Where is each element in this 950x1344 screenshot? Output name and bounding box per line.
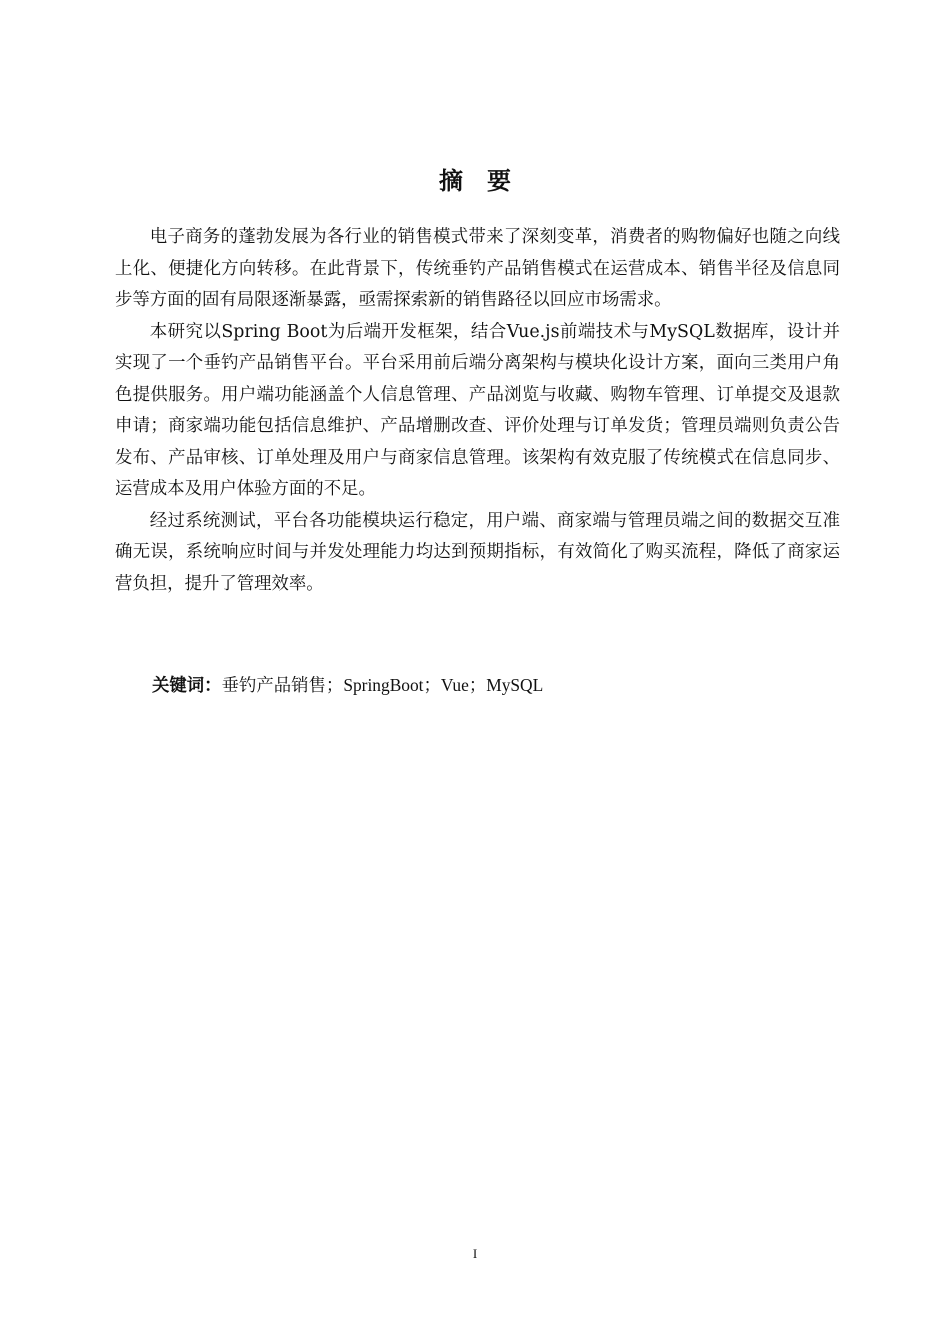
abstract-paragraph-2: 本研究以Spring Boot为后端开发框架，结合Vue.js前端技术与MySQL数据库，设计并实现了一个垂钓产品销售平台。平台采用前后端分离架构与模块化设计方案，面向三类用户角色提供服务。用户端功能涵盖个人信息管理、产品浏览与收藏、购物车管理、订单提交及退款申请；商家端功能包括信息维护、产品增删改查、评价处理与订单发货；管理员端则负责公告发布、产品审核、订单处理及用户与商家信息管理。该架构有效克服了传统模式在信息同步、运营成本及用户体验方面的不足。 <box>115 321 840 499</box>
page-number: I <box>472 1246 478 1261</box>
abstract-title: 摘要 <box>439 167 535 195</box>
keywords-line <box>152 670 842 701</box>
abstract-body <box>115 222 840 600</box>
abstract-paragraph-1: 电子商务的蓬勃发展为各行业的销售模式带来了深刻变革，消费者的购物偏好也随之向线上化、便捷化方向转移。在此背景下，传统垂钓产品销售模式在运营成本、销售半径及信息同步等方面的固有局限逐渐暴露，亟需探索新的销售路径以回应市场需求。 <box>115 227 840 310</box>
abstract-paragraph-3: 经过系统测试，平台各功能模块运行稳定，用户端、商家端与管理员端之间的数据交互准确无误，系统响应时间与并发处理能力均达到预期指标，有效简化了购买流程，降低了商家运营负担，提升了管理效率。 <box>115 510 840 594</box>
keywords-values: 垂钓产品销售；SpringBoot；Vue；MySQL <box>221 675 544 695</box>
keywords-label: 关键词： <box>152 676 222 696</box>
